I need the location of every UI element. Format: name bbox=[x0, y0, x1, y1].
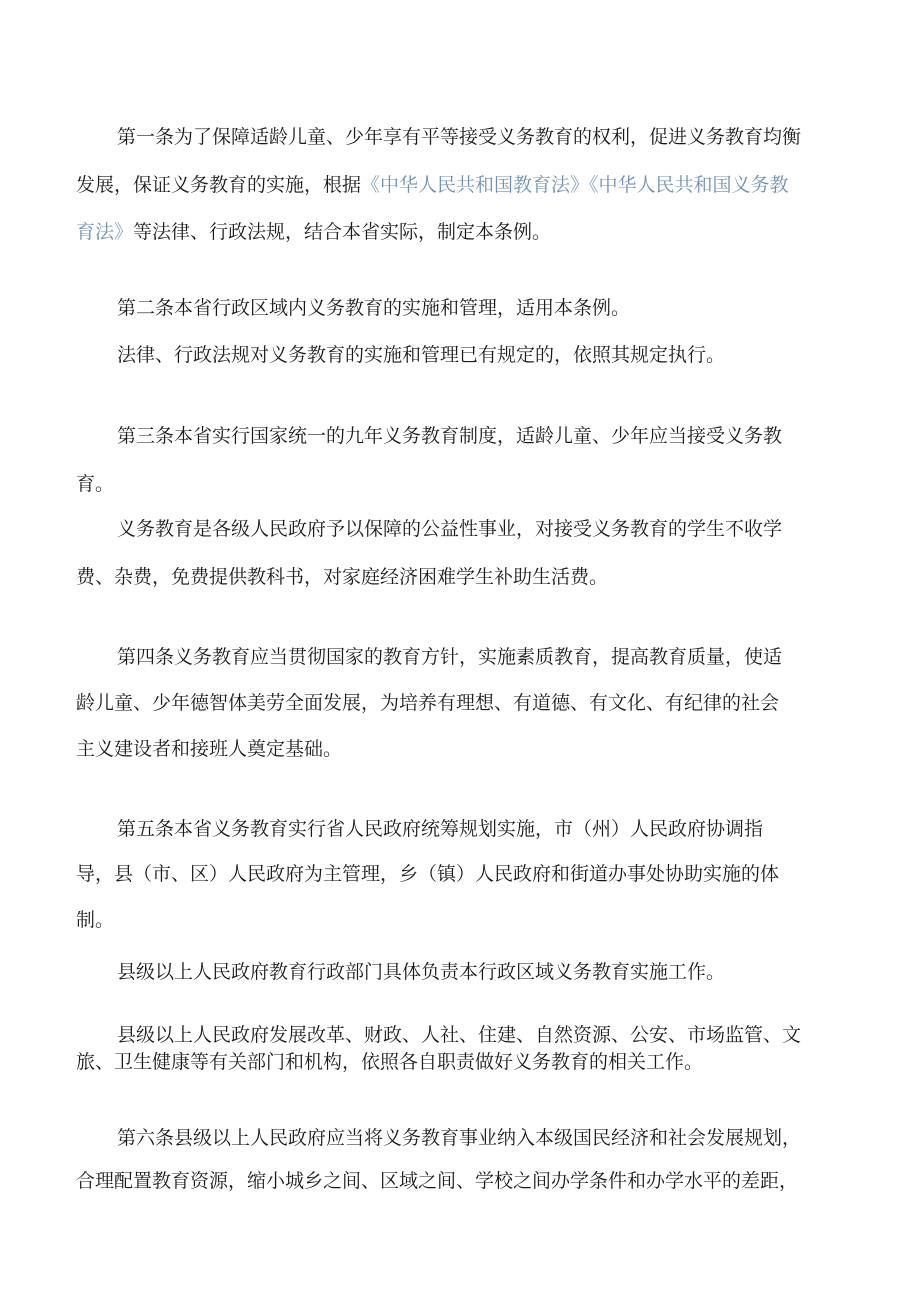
article-4-line-3: 主义建设者和接班人奠定基础。 bbox=[76, 738, 343, 760]
article-4-line-2: 龄儿童、少年德智体美劳全面发展，为培养有理想、有道德、有文化、有纪律的社会 bbox=[76, 692, 780, 714]
article-4-line-1: 第四条义务教育应当贯彻国家的教育方针，实施素质教育，提高教育质量，使适 bbox=[117, 646, 783, 668]
article-3-para-2-line-1: 义务教育是各级人民政府予以保障的公益性事业，对接受义务教育的学生不收学 bbox=[117, 518, 783, 540]
article-1-line-2: 发展，保证义务教育的实施，根据《中华人民共和国教育法》《中华人民共和国义务教 bbox=[76, 174, 789, 196]
article-5-line-2: 导，县（市、区）人民政府为主管理，乡（镇）人民政府和街道办事处协助实施的体 bbox=[76, 863, 780, 885]
law-reference-link[interactable]: 《中华人民共和国教育法》《中华人民共和国义务教 bbox=[361, 174, 789, 196]
article-3-line-1: 第三条本省实行国家统一的九年义务教育制度，适龄儿童、少年应当接受义务教 bbox=[117, 425, 783, 447]
article-1-line-3: 育法》等法律、行政法规，结合本省实际，制定本条例。 bbox=[76, 221, 552, 243]
article-3-line-2: 育。 bbox=[76, 473, 115, 495]
law-reference-link-continued[interactable]: 育法》 bbox=[76, 221, 134, 243]
article-5-para-3-line-2: 旅、卫生健康等有关部门和机构，依照各自职责做好义务教育的相关工作。 bbox=[76, 1051, 704, 1073]
article-5-para-2-line-1: 县级以上人民政府教育行政部门具体负责本行政区域义务教育实施工作。 bbox=[117, 961, 726, 983]
article-2-line-1: 第二条本省行政区域内义务教育的实施和管理，适用本条例。 bbox=[117, 297, 631, 319]
article-3-para-2-line-2: 费、杂费，免费提供教科书，对家庭经济困难学生补助生活费。 bbox=[76, 566, 609, 588]
article-5-line-3: 制。 bbox=[76, 909, 115, 931]
article-6-line-2: 合理配置教育资源，缩小城乡之间、区域之间、学校之间办学条件和办学水平的差距， bbox=[76, 1170, 799, 1192]
article-6-line-1: 第六条县级以上人民政府应当将义务教育事业纳入本级国民经济和社会发展规划， bbox=[117, 1127, 802, 1149]
article-2-para-2-line-1: 法律、行政法规对义务教育的实施和管理已有规定的，依照其规定执行。 bbox=[117, 344, 726, 366]
article-1-line-1: 第一条为了保障适龄儿童、少年享有平等接受义务教育的权利，促进义务教育均衡 bbox=[117, 126, 802, 148]
article-5-line-1: 第五条本省义务教育实行省人民政府统筹规划实施，市（州）人民政府协调指 bbox=[117, 818, 764, 840]
article-5-para-3-line-1: 县级以上人民政府发展改革、财政、人社、住建、自然资源、公安、市场监管、文 bbox=[117, 1024, 802, 1046]
